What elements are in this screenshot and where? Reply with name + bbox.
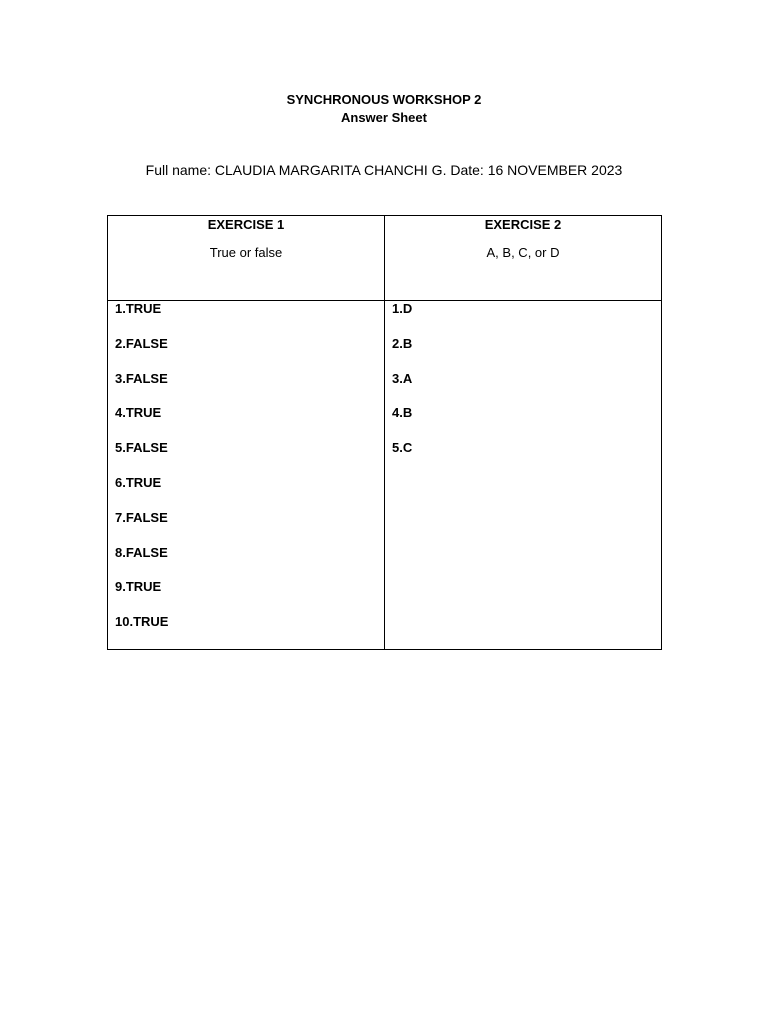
list-item: 7.FALSE [115,509,168,525]
exercise-1-header-cell [108,216,385,301]
header-row [108,216,662,301]
exercise-1-answers-cell [108,301,385,650]
exercise-1-instructions: True or false [209,245,283,260]
list-item: 8.FALSE [115,544,168,560]
list-item: 10.TRUE [115,614,169,630]
exercise-1-answer-list [115,301,384,649]
list-item: 9.TRUE [115,579,162,595]
exercise-1-title: EXERCISE 1 [207,217,285,232]
list-item: 2.B [392,335,413,351]
exercise-2-answers-cell [385,301,662,650]
exercise-2-title: EXERCISE 2 [484,217,562,232]
list-item: 2.FALSE [115,335,168,351]
list-item: 3.FALSE [115,370,168,386]
exercise-2-answer-list [392,301,661,475]
document-title: SYNCHRONOUS WORKSHOP 2 [286,92,482,107]
list-item: 6.TRUE [115,474,162,490]
exercise-2-header-cell [385,216,662,301]
list-item: 5.FALSE [115,440,168,456]
answers-row [108,301,662,650]
list-item: 4.B [392,405,413,421]
answer-table [107,215,662,650]
list-item: 1.TRUE [115,301,162,316]
list-item: 5.C [392,440,413,456]
name-date-line: Full name: CLAUDIA MARGARITA CHANCHI G. Date: 16 NOVEMBER 2023 [145,162,623,178]
list-item: 1.D [392,301,413,316]
exercise-2-instructions: A, B, C, or D [486,245,560,260]
document-subtitle: Answer Sheet [341,110,427,125]
list-item: 3.A [392,370,413,386]
list-item: 4.TRUE [115,405,162,421]
